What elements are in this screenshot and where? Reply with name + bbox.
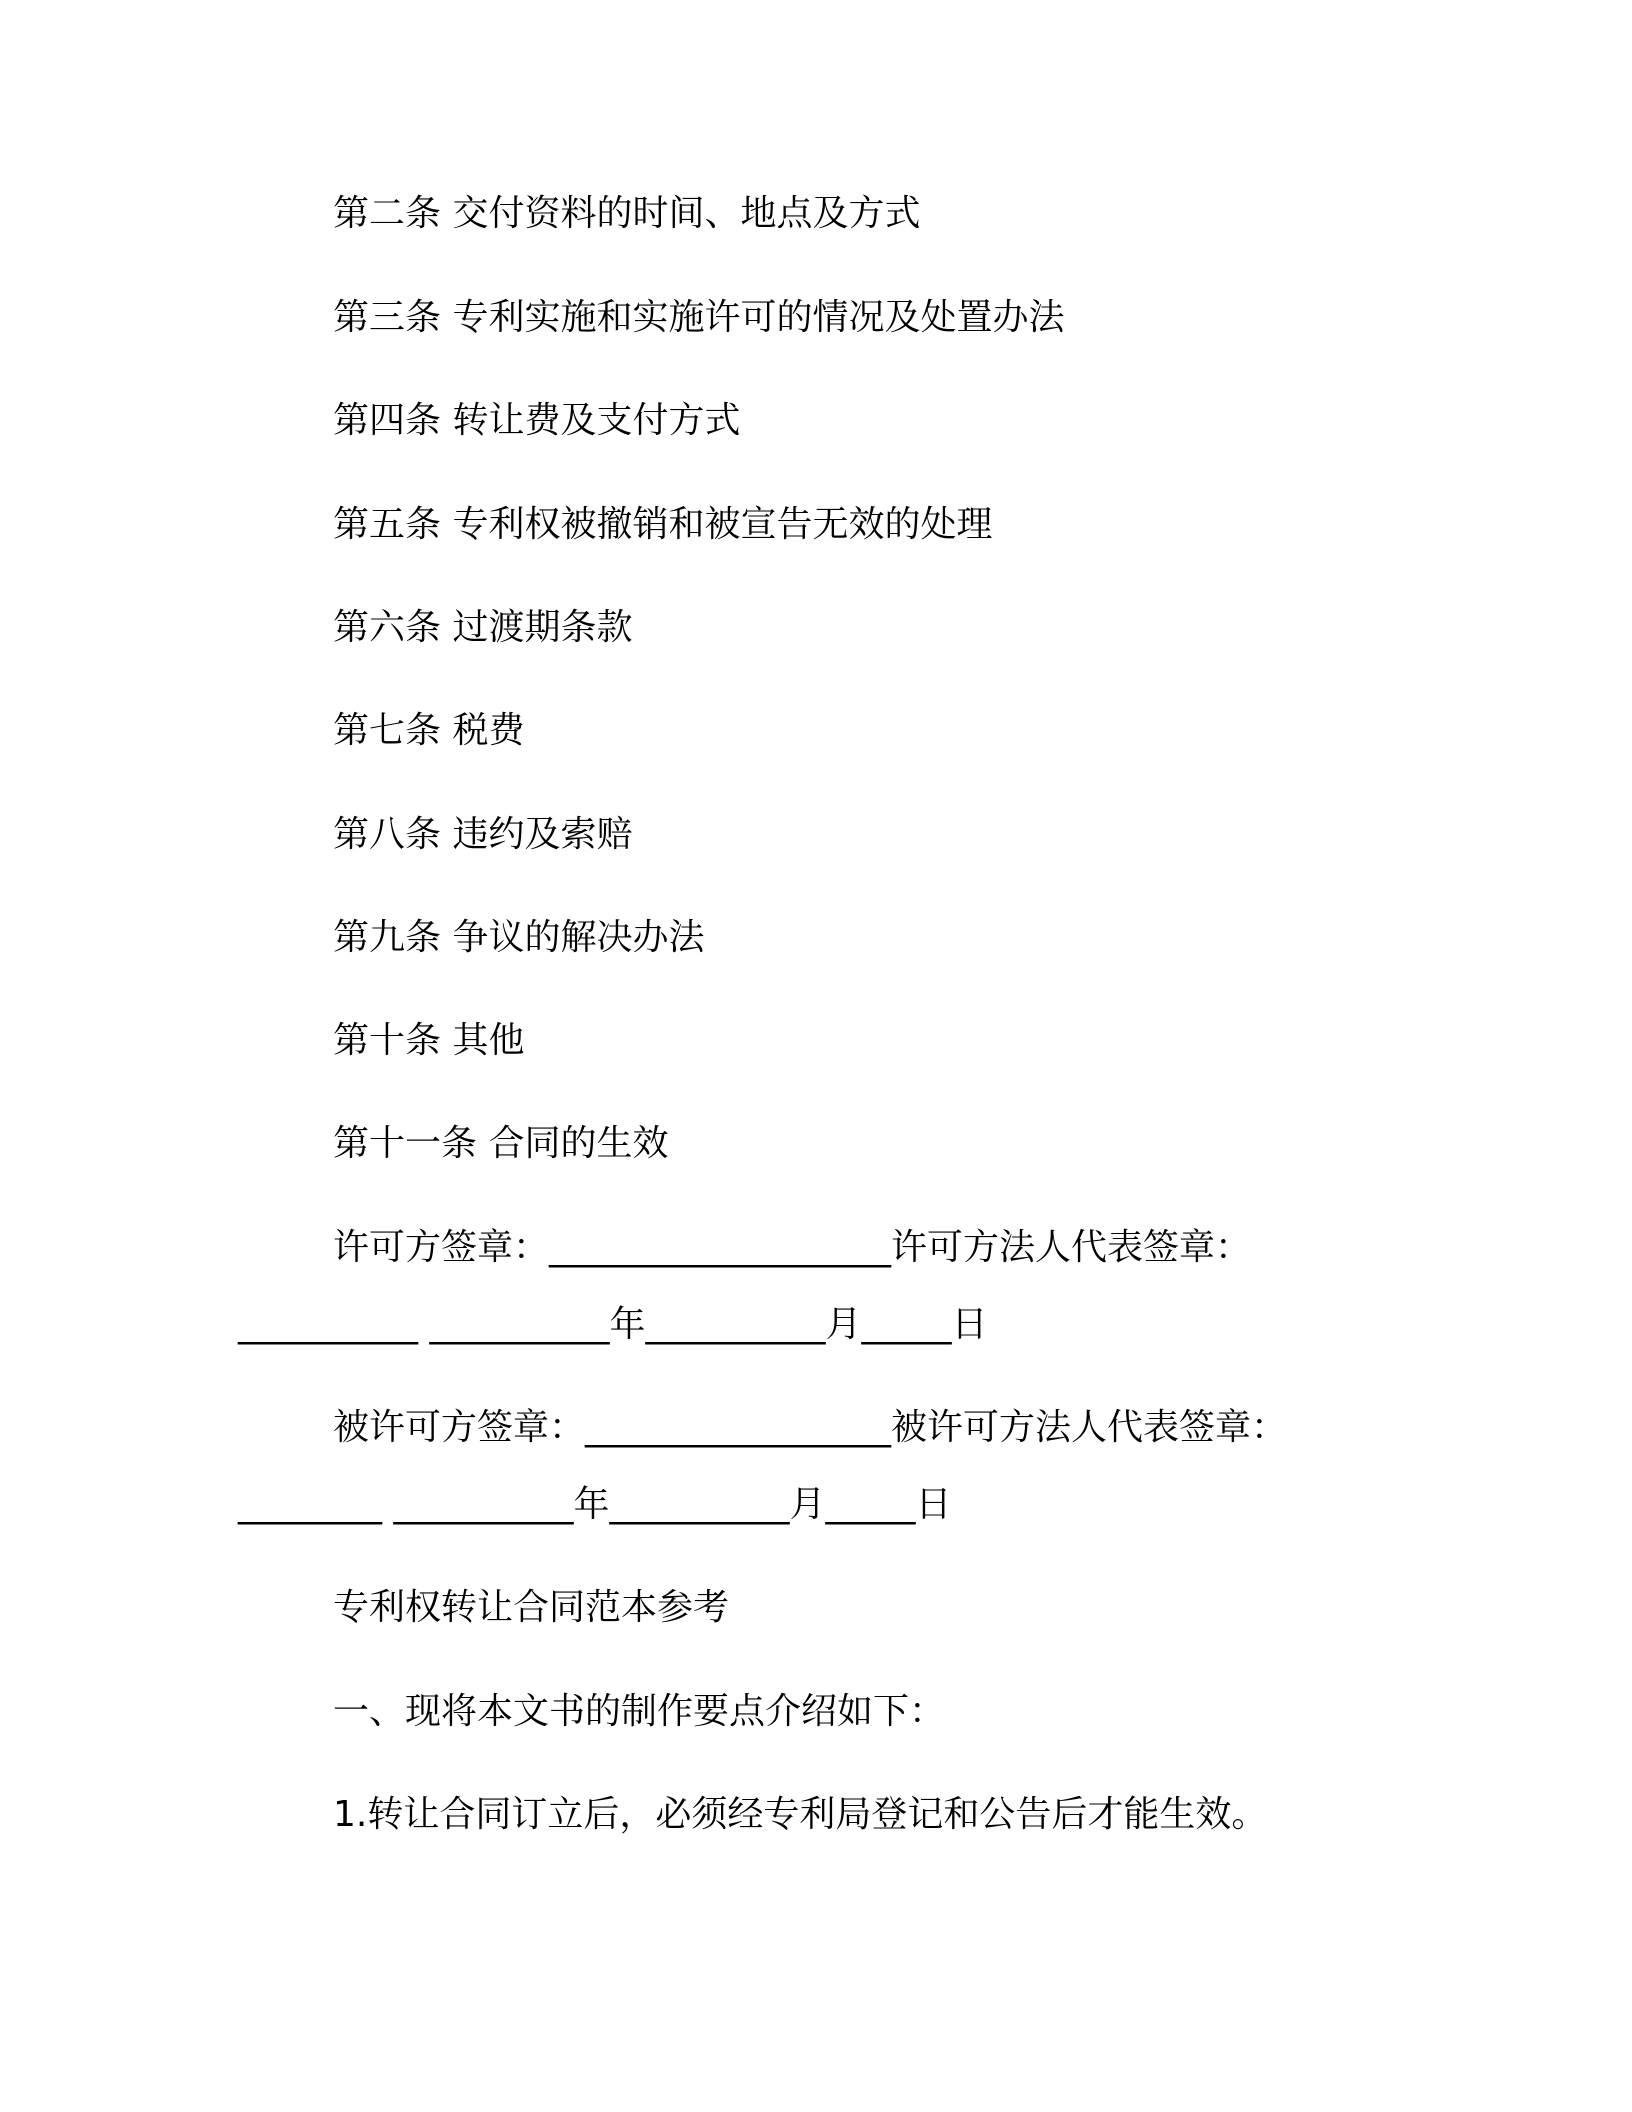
article-6: 第六条 过渡期条款: [333, 607, 633, 648]
licensee-date-line: ________ __________年__________月_____日: [238, 1484, 952, 1525]
article-11: 第十一条 合同的生效: [333, 1123, 669, 1164]
licensee-signature-line: 被许可方签章：_________________被许可方法人代表签章：: [333, 1407, 1288, 1448]
licensor-date-line: __________ __________年__________月_____日: [238, 1304, 988, 1345]
article-4: 第四条 转让费及支付方式: [333, 400, 741, 441]
article-9: 第九条 争议的解决办法: [333, 917, 705, 958]
point-1: 1.转让合同订立后，必须经专利局登记和公告后才能生效。: [333, 1794, 1268, 1835]
article-8: 第八条 违约及索赔: [333, 814, 633, 855]
article-5: 第五条 专利权被撤销和被宣告无效的处理: [333, 504, 993, 545]
article-3: 第三条 专利实施和实施许可的情况及处置办法: [333, 297, 1065, 338]
licensor-signature-line: 许可方签章：___________________许可方法人代表签章：: [333, 1227, 1252, 1268]
article-7: 第七条 税费: [333, 710, 525, 751]
reference-title: 专利权转让合同范本参考: [333, 1587, 730, 1628]
article-2: 第二条 交付资料的时间、地点及方式: [333, 193, 921, 234]
section-heading: 一、现将本文书的制作要点介绍如下：: [333, 1691, 946, 1732]
article-10: 第十条 其他: [333, 1020, 525, 1061]
